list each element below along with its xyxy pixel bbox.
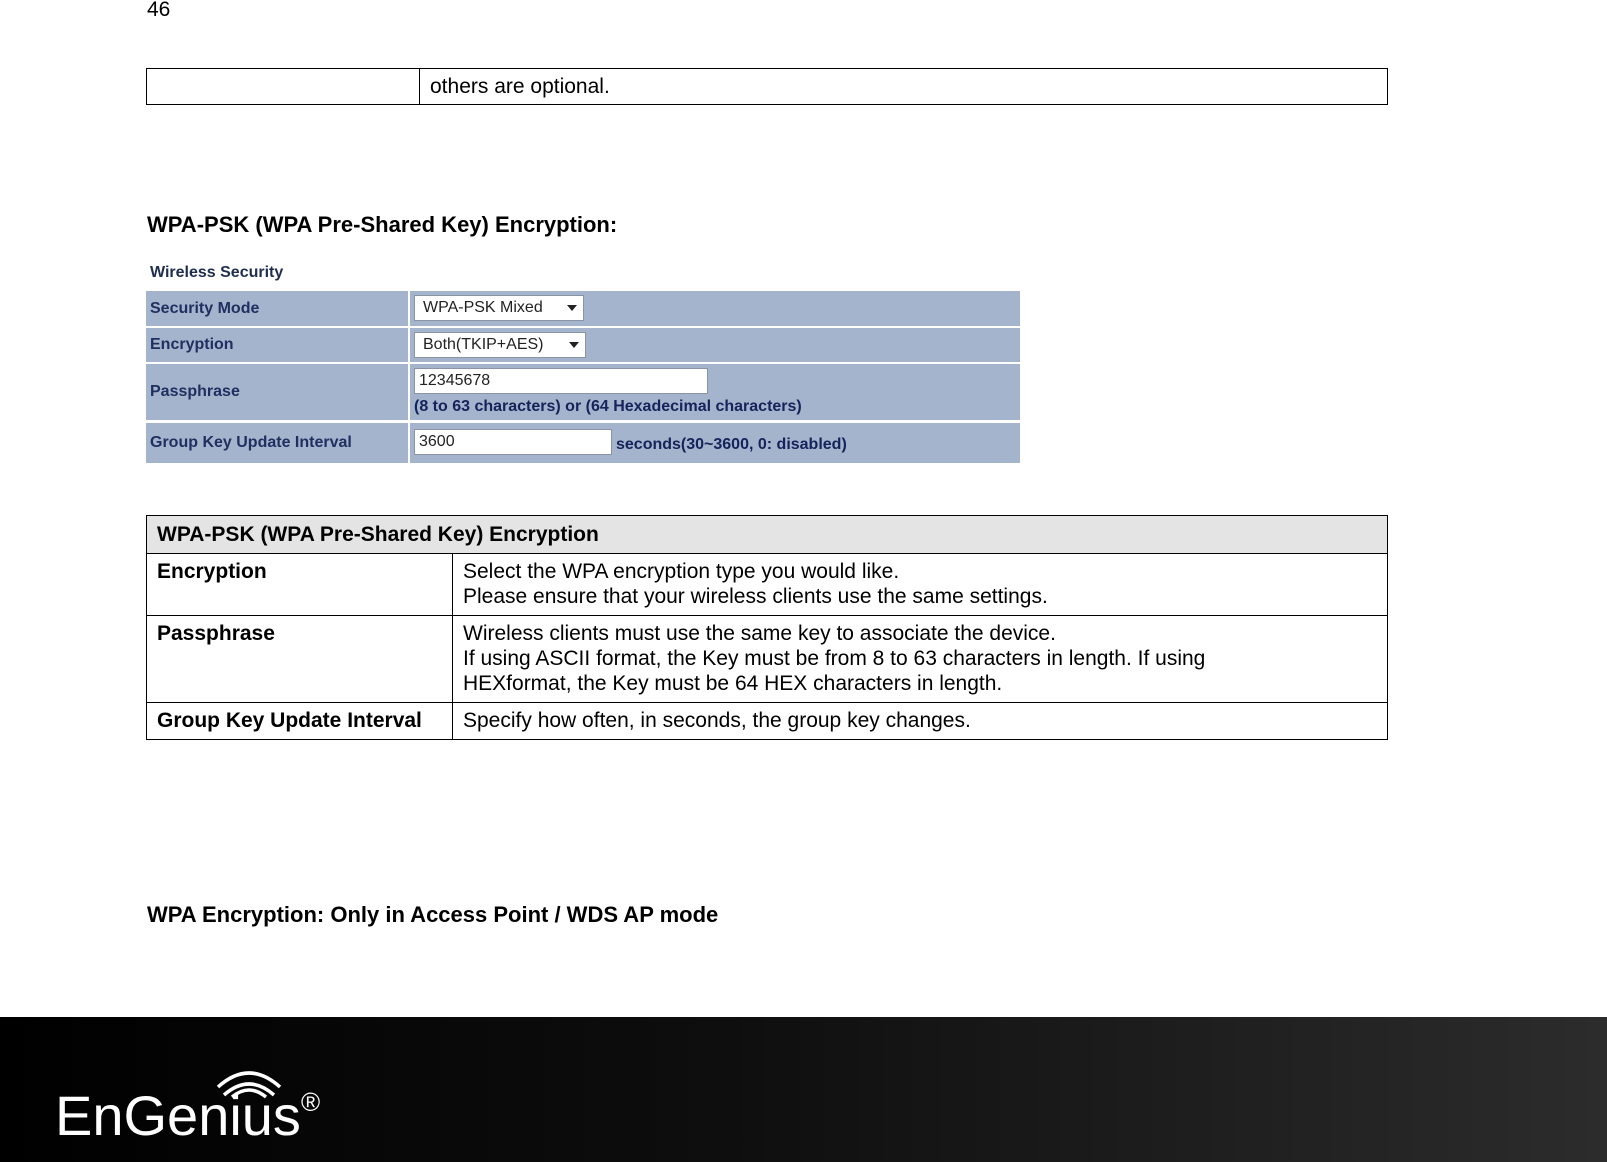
passphrase-row: [146, 364, 1020, 420]
passphrase-cell: [410, 364, 1020, 420]
row-description: [453, 554, 1388, 616]
table-header-row: [147, 516, 1388, 554]
table-row: [147, 69, 1388, 105]
passphrase-hint: (8 to 63 characters) or (64 Hexadecimal characters): [414, 398, 802, 415]
engenius-logo: [55, 1083, 320, 1148]
encryption-row: [146, 328, 1020, 362]
passphrase-input[interactable]: [414, 368, 708, 394]
encryption-value: Both(TKIP+AES): [423, 336, 544, 353]
encryption-label: Encryption: [146, 328, 408, 362]
description-table: [146, 515, 1388, 740]
description-line: If using ASCII format, the Key must be from 8 to 63 characters in length. If using: [463, 647, 1206, 670]
top-table-left-cell: [147, 69, 420, 105]
description-line: Select the WPA encryption type you would like.: [463, 560, 900, 583]
table-row: [147, 616, 1388, 703]
chevron-down-icon: [569, 342, 579, 348]
description-line: Wireless clients must use the same key to associate the device.: [463, 622, 1056, 645]
top-table: [146, 68, 1388, 105]
security-mode-row: [146, 291, 1020, 326]
page-number: 46: [147, 0, 171, 21]
row-key: Group Key Update Interval: [147, 703, 453, 740]
description-line: Specify how often, in seconds, the group key changes.: [463, 709, 971, 732]
passphrase-label: Passphrase: [146, 364, 408, 420]
group-key-cell: [410, 423, 1020, 463]
security-mode-cell: [410, 291, 1020, 326]
group-key-label: Group Key Update Interval: [146, 423, 408, 463]
security-mode-select[interactable]: [414, 295, 584, 321]
encryption-cell: [410, 328, 1020, 362]
chevron-down-icon: [567, 305, 577, 311]
registered-mark: ®: [300, 1087, 321, 1117]
group-key-row: [146, 423, 1020, 463]
security-mode-value: WPA-PSK Mixed: [423, 299, 543, 316]
logo-text: EnGenius: [55, 1084, 301, 1147]
footer-banner: [0, 1017, 1607, 1162]
group-key-value: 3600: [419, 433, 455, 450]
row-key: Encryption: [147, 554, 453, 616]
top-table-right-cell: others are optional.: [420, 69, 1388, 105]
wireless-security-panel: [146, 262, 1020, 465]
wireless-security-title: Wireless Security: [150, 264, 284, 281]
table-row: [147, 703, 1388, 740]
row-description: [453, 703, 1388, 740]
group-key-hint: seconds(30~3600, 0: disabled): [616, 436, 847, 453]
security-mode-label: Security Mode: [146, 291, 408, 326]
row-key: Passphrase: [147, 616, 453, 703]
section-heading-wpa-psk: WPA-PSK (WPA Pre-Shared Key) Encryption:: [147, 212, 618, 237]
table-header: WPA-PSK (WPA Pre-Shared Key) Encryption: [147, 516, 1388, 554]
description-line: Please ensure that your wireless clients use the same settings.: [463, 585, 1048, 608]
table-row: [147, 554, 1388, 616]
row-description: [453, 616, 1388, 703]
description-line: HEXformat, the Key must be 64 HEX characters in length.: [463, 672, 1003, 695]
encryption-select[interactable]: [414, 332, 586, 358]
section-heading-wpa: WPA Encryption: Only in Access Point / WDS AP mode: [147, 902, 719, 927]
group-key-input[interactable]: [414, 429, 612, 455]
passphrase-value: 12345678: [419, 372, 491, 389]
